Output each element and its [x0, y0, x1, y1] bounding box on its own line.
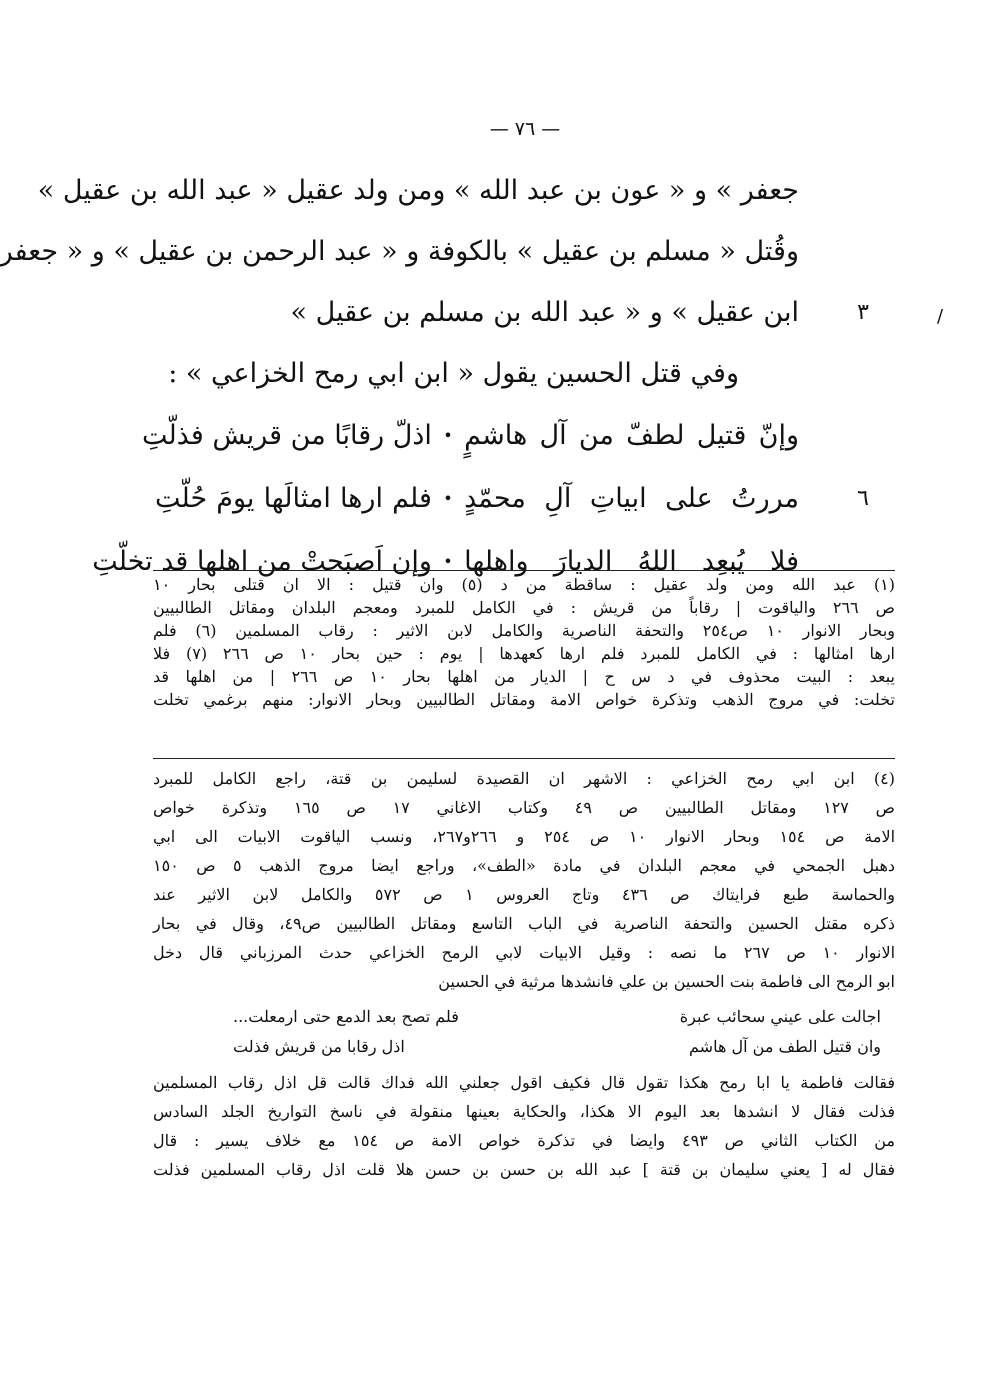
verse: [155, 467, 869, 530]
verse-second-hemistich: فلم ارها امثالَها يومَ حُلّتِ: [155, 483, 432, 514]
poem-second-hemistich: اذل رقابا من قريش فذلت: [233, 1037, 405, 1056]
footnote-line: ص ١٢٧ ومقاتل الطالبيين ص ٤٩ وكتاب الاغاني ١٧ ص ١٦٥ وتذكرة خواص: [153, 798, 896, 817]
footnote-line: (١) عبد الله ومن ولد عقيل : ساقطة من د (٥) وان قتيل : الا ان قتلى بحار ١٠: [153, 575, 896, 594]
footnote-line: الانوار ١٠ ص ٢٦٧ ما نصه : وقيل الابيات لابي الرمح الخزاعي حدث المرزباني قال دخل: [153, 943, 896, 962]
poem-first-hemistich: وان قتيل الطف من آل هاشم: [689, 1037, 881, 1056]
footnote-line: دهبل الجمحي في معجم البلدان في مادة «الطف»، وراجع ايضا مروج الذهب ٥ ص ١٥٠: [153, 856, 896, 875]
verse-first-hemistich: وإنّ قتيل لطفّ من آل هاشمٍ: [464, 420, 799, 451]
verse-separator: •: [443, 552, 453, 571]
footnote-line: فقال له [ يعني سليمان بن قتة ] عبد الله بن حسن بن حسن هلا قلت اذل رقاب المسلمين فذلت: [153, 1160, 896, 1179]
footnote-line: والحماسة طبع فرايتاك ص ٤٣٦ وتاج العروس ١ ص ٥٧٢ والكامل لابن الاثير عند: [153, 885, 896, 904]
footnote-line: ذكره مقتل الحسين والتحفة الناصرية في الباب التاسع ومقاتل الطالبيين ص٤٩، وقال في بحار: [153, 914, 895, 933]
main-line: [0, 221, 799, 282]
poem-second-hemistich: فلم تصح بعد الدمع حتى ارمعلت...: [233, 1007, 459, 1026]
footnote-line: فذلت فقال لا انشدها بعد اليوم الا هكذا، والحكاية بعينها منقولة في ناسخ التواريخ الجلد السادس: [153, 1102, 896, 1121]
verse-second-hemistich: اذلّ رقابًا من قريش فذلّتِ: [141, 420, 432, 451]
footnote-divider: [153, 570, 895, 571]
main-line-text: وفي قتل الحسين يقول « ابن ابي رمح الخزاعي » :: [168, 358, 739, 389]
verse-separator: •: [443, 426, 453, 445]
footnote-line: ص ٢٦٦ والياقوت | رقاباً من قريش : في الكامل للمبرد ومعجم البلدان ومقاتل الطالبيين: [153, 598, 895, 617]
poem-verse: [153, 1002, 895, 1032]
footnote-line: ابو الرمح الى فاطمة بنت الحسين بن علي فانشدها مرثية في الحسين: [438, 972, 895, 991]
footnote-line: وبحار الانوار ١٠ ص٢٥٤ والتحفة الناصرية والكامل لابن الاثير : رقاب المسلمين (٦) فلم: [153, 621, 896, 640]
main-line: [155, 343, 799, 404]
line-number: ٦: [857, 486, 869, 511]
footnote-line: (٤) ابن ابي رمح الخزاعي : الاشهر ان القصيدة لسليمن بن قتة، راجع الكامل للمبرد: [153, 769, 895, 788]
footnote-line: يبعد : البيت محذوف في د س ح | الديار من اهلها بحار ١٠ ص ٢٦٦ | من اهلها قد: [153, 667, 896, 686]
verse-second-hemistich: وإن اَصبَحتْ من اهلها قد تخلّتِ: [92, 546, 432, 577]
footnote-line: الامة ص ١٥٤ وبحار الانوار ١٠ ص ٢٥٤ و ٢٦٦و٢٦٧، ونسب الياقوت الابيات الى ابي: [153, 827, 896, 846]
page-number: — ٧٦ —: [489, 118, 561, 140]
line-number: ٣: [857, 300, 869, 325]
footnote-line: فقالت فاطمة يا ابا رمح هكذا تقول قال فكيف اقول جعلني الله فداك قالت قل اذل رقاب المسلمين: [153, 1073, 895, 1092]
footnote-line: تخلت: في مروج الذهب وتذكرة خواص الامة ومقاتل الطالبيين وبحار الانوار: منهم برغمي تخلت: [153, 690, 895, 709]
verse-separator: •: [443, 489, 453, 508]
verse-first-hemistich: مررتُ على ابياتِ آلِ محمّدٍ: [464, 483, 799, 514]
footnote-divider: [153, 758, 895, 759]
verse: [141, 404, 799, 467]
main-line-text: جعفر » و « عون بن عبد الله » ومن ولد عقيل « عبد الله بن عقيل »: [37, 175, 799, 206]
main-line-text: ابن عقيل » و « عبد الله بن مسلم بن عقيل »: [290, 297, 799, 328]
margin-mark: /: [937, 306, 944, 327]
footnotes-variants: [153, 573, 895, 711]
footnote-line: ارها امثالها : في الكامل للمبرد فلم ارها كعهدها | يوم : حين بحار ١٠ ص ٢٦٦ (٧) فلا: [153, 644, 896, 663]
main-line: [155, 282, 869, 343]
poem-first-hemistich: اجالت على عيني سحائب عبرة: [679, 1007, 881, 1026]
footnotes-sources: [153, 764, 895, 1184]
footnote-line: من الكتاب الثاني ص ٤٩٣ وايضا في تذكرة خواص الامة ص ١٥٤ مع خلاف يسير : قال: [153, 1131, 896, 1150]
main-text: [0, 160, 869, 593]
main-line-text: وقُتل « مسلم بن عقيل » بالكوفة و « عبد الرحمن بن عقيل » و « جعفر: [0, 236, 799, 267]
main-line: [37, 160, 799, 221]
poem-verse: [153, 1032, 895, 1062]
verse-first-hemistich: فلا يُبعِد اللهُ الديارَ واهلها: [464, 546, 799, 577]
